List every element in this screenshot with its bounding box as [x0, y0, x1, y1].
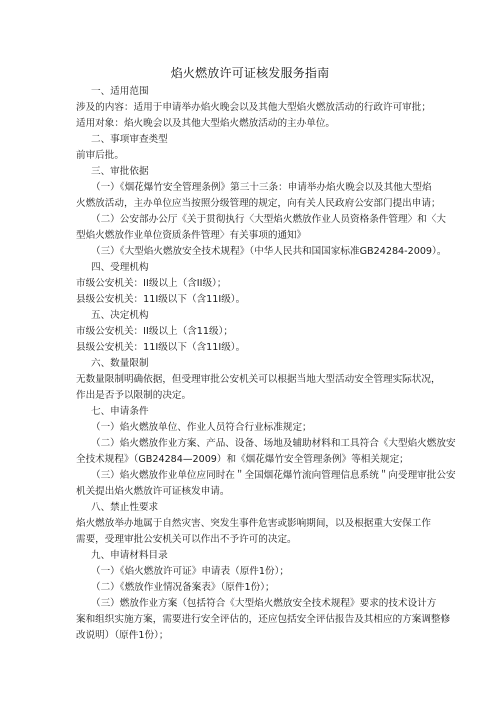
section-heading-decision: 五、决定机构	[91, 310, 149, 321]
paragraph-line: 全技术规程》（GB24284—2009）和《烟花爆竹安全管理条例》等相关规定；	[76, 454, 409, 465]
paragraph-line: （一）《焰火燃放许可证》申请表（原件1份）；	[91, 566, 289, 577]
paragraph-line: 前审后批。	[76, 150, 124, 161]
section-heading-acceptance: 四、受理机构	[91, 262, 149, 273]
section-heading-conditions: 七、申请条件	[91, 406, 149, 417]
paragraph-line: 作出是否予以限制的决定。	[76, 390, 192, 401]
paragraph-line: （二）焰火燃放作业方案、产品、设备、场地及辅助材料和工具符合《大型焰火燃放安	[91, 438, 456, 449]
paragraph-line: 机关提出焰火燃放许可证核发申请。	[76, 486, 230, 497]
paragraph-line: 无数量限制明确依据，但受理审批公安机关可以根据当地大型活动安全管理实际状况，	[76, 374, 441, 385]
paragraph-line: 火燃放活动，主办单位应当按照分级管理的规定，向有关人民政府公安部门提出申请；	[76, 198, 441, 209]
document-title: 焰火燃放许可证核发服务指南	[170, 66, 330, 80]
paragraph-line: 涉及的内容：适用于申请举办焰火晚会以及其他大型焰火燃放活动的行政许可审批；	[76, 102, 431, 113]
paragraph-line: （三）《大型焰火燃放安全技术规程》（中华人民共和国国家标准GB24284-2009）。	[91, 246, 447, 257]
paragraph-line: （一）《烟花爆竹安全管理条例》第三十三条：申请举办焰火晚会以及其他大型焰	[91, 182, 432, 193]
section-heading-quantity: 六、数量限制	[91, 358, 149, 369]
paragraph-line: （三）焰火燃放作业单位应同时在＂全国烟花爆竹流向管理信息系统＂向受理审批公安	[91, 470, 456, 481]
section-heading-basis: 三、审批依据	[91, 166, 149, 177]
paragraph-line: 市级公安机关：II级以上（含11级）；	[76, 326, 233, 337]
paragraph-line: （二）《燃放作业情况备案表》（原件1份）；	[91, 582, 275, 593]
paragraph-line: 市级公安机关：II级以上（含II级）；	[76, 278, 227, 289]
paragraph-line: 改说明）（原件1份）；	[76, 630, 169, 641]
paragraph-line: （三）燃放作业方案（包括符合《大型焰火燃放安全技术规程》要求的技术设计方	[91, 598, 437, 609]
section-heading-materials: 九、申请材料目录	[91, 550, 168, 561]
paragraph-line: 案和组织实施方案，需要进行安全评估的，还应包括安全评估报告及其相应的方案调整修	[76, 614, 451, 625]
paragraph-line: 县级公安机关：11I级以下（含11I级）。	[76, 342, 246, 353]
paragraph-line: （二）公安部办公厅《关于贯彻执行〈大型焰火燃放作业人员资格条件管理〉和〈大	[91, 214, 446, 225]
paragraph-line: 需要，受理审批公安机关可以作出不予许可的决定。	[76, 534, 297, 545]
paragraph-line: （一）焰火燃放单位、作业人员符合行业标准规定；	[91, 422, 312, 433]
section-heading-prohibitions: 八、禁止性要求	[91, 502, 159, 513]
section-heading-review-type: 二、事项审查类型	[91, 134, 168, 145]
paragraph-line: 适用对象：焰火晚会以及其他大型焰火燃放活动的主办单位。	[76, 118, 336, 129]
paragraph-line: 型焰火燃放作业单位资质条件管理〉有关事项的通知》	[76, 230, 307, 241]
section-heading-scope: 一、适用范围	[91, 86, 149, 97]
paragraph-line: 焰火燃放举办地属于自然灾害、突发生事件危害或影响期间，以及根据重大安保工作	[76, 518, 431, 529]
paragraph-line: 县级公安机关：11I级以下（含11I级）。	[76, 294, 246, 305]
